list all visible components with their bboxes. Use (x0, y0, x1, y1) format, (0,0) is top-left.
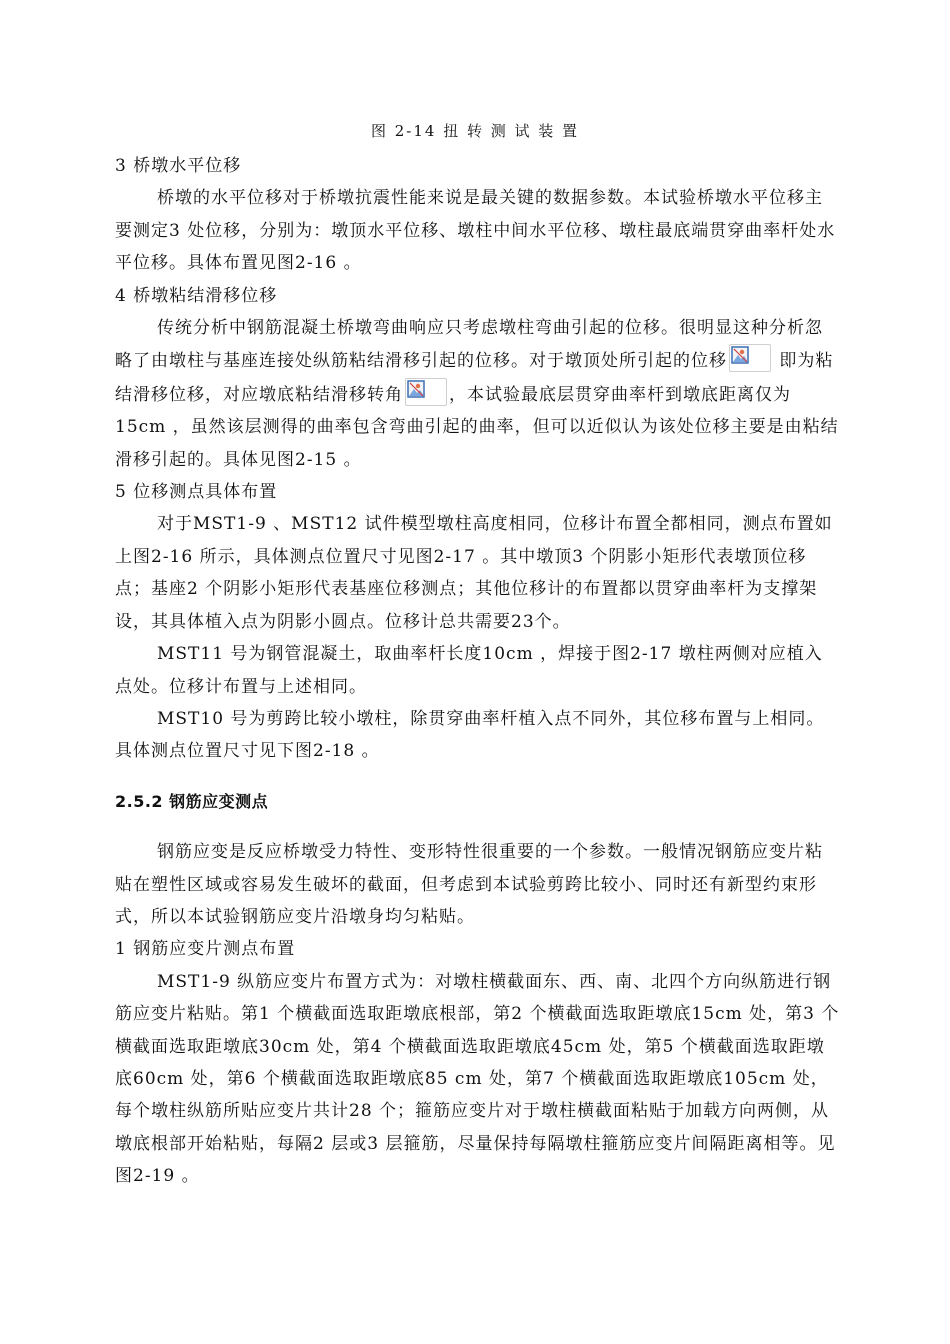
paragraph-horizontal-displacement: 桥墩的水平位移对于桥墩抗震性能来说是最关键的数据参数。本试验桥墩水平位移主要测定3 处位移，分别为：墩顶水平位移、墩柱中间水平位移、墩柱最底端贯穿曲率杆处水平位移。具体布置见图2-16 。 (115, 188, 836, 274)
section-heading-rebar-strain: 2.5.2 钢筋应变测点 (115, 791, 269, 811)
paragraph-strain-gauge-layout: MST1-9 纵筋应变片布置方式为：对墩柱横截面东、西、南、北四个方向纵筋进行钢筋应变片粘贴。第1 个横截面选取距墩底根部，第2 个横截面选取距墩底15cm 处，第3 个横截面选取距墩底30cm 处，第4 个横截面选取距墩底45cm 处，第5 个横截面选取距墩底60cm 处，第6 个横截面选取距墩底85 cm 处，第7 个横截面选取距墩底105cm 处，每个墩柱纵筋所贴应变片共计28 个；箍筋应变片对于墩柱横截面粘贴于加载方向两侧，从墩底根部开始粘贴，每隔2 层或3 层箍筋，尽量保持每隔墩柱箍筋应变片间隔距离相等。见图2-19 。 (115, 971, 840, 1187)
heading-strain-gauge-layout: 1 钢筋应变片测点布置 (115, 939, 296, 960)
document-body (115, 150, 840, 1193)
paragraph-mst10: MST10 号为剪跨比较小墩柱，除贯穿曲率杆植入点不同外，其位移布置与上相同。具体测点位置尺寸见下图2-18 。 (115, 708, 825, 762)
bond-slip-text-1: 传统分析中钢筋混凝土桥墩弯曲响应只考虑墩柱弯曲引起的位移。很明显这种分析忽略了由墩柱与基座连接处纵筋粘结滑移引起的位移。对于墩顶处所引起的位移 (115, 318, 823, 372)
bond-slip-text-2: 即为粘结滑移位移，对应墩底粘结滑移转角 (115, 351, 834, 405)
broken-image-icon (729, 344, 771, 372)
bond-slip-text-3: ，本试验最底层贯穿曲率杆到墩底距离仅为15cm ，虽然该层测得的曲率包含弯曲引起的曲率，但可以近似认为该处位移主要是由粘结滑移引起的。具体见图2-15 。 (115, 384, 839, 470)
heading-horizontal-displacement: 3 桥墩水平位移 (115, 156, 242, 176)
paragraph-rebar-strain: 钢筋应变是反应桥墩受力特性、变形特性很重要的一个参数。一般情况钢筋应变片粘贴在塑性区域或容易发生破坏的截面，但考虑到本试验剪跨比较小、同时还有新型约束形式，所以本试验钢筋应变片沿墩身均匀粘贴。 (115, 842, 823, 927)
paragraph-bond-slip (115, 312, 840, 476)
paragraph-mst11: MST11 号为钢管混凝土，取曲率杆长度10cm ，焊接于图2-17 墩柱两侧对应植入点处。位移计布置与上述相同。 (115, 644, 823, 697)
heading-measuring-points: 5 位移测点具体布置 (115, 482, 278, 503)
paragraph-measuring-points: 对于MST1-9 、MST12 试件模型墩柱高度相同，位移计布置全都相同，测点布置如上图2-16 所示，具体测点位置尺寸见图2-17 。其中墩顶3 个阴影小矩形代表墩顶位移点；基座2 个阴影小矩形代表基座位移测点；其他位移计的布置都以贯穿曲率杆为支撑架设，其具体植入点为阴影小圆点。位移计总共需要23个。 (115, 514, 833, 632)
broken-image-icon (405, 378, 447, 406)
figure-caption: 图 2-14 扭 转 测 试 装 置 (370, 122, 580, 140)
heading-bond-slip: 4 桥墩粘结滑移位移 (115, 285, 278, 306)
